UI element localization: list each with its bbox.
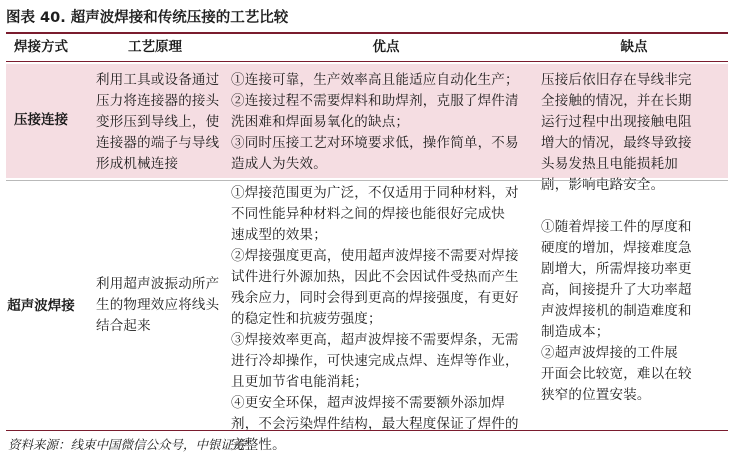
row-cons-crimp: 压接后依旧存在导线非完 全接触的情况，并在长期 运行过程中出现接触电阻 增大的情况，最终导致接 头易发热且电能损耗加 剧，影响电路安全。 xyxy=(541,72,692,193)
row-principle-crimp: 利用工具或设备通过 压力将连接器的接头 变形压到导线上，使 连接器的端子与导线 形成机械连接 xyxy=(96,72,220,172)
row-pros-crimp: ①连接可靠，生产效率高且能适应自动化生产； ②连接过程不需要焊料和助焊剂，克服了焊件清 洗困难和焊面易氧化的缺点； ③同时压接工艺对环境要求低，操作简单，不易 造成人为失效。 xyxy=(231,72,519,172)
header-pros: 优点 xyxy=(372,39,400,55)
header-divider xyxy=(6,61,728,62)
row-divider xyxy=(6,180,728,181)
header-principle: 工艺原理 xyxy=(128,39,182,55)
header-method: 焊接方式 xyxy=(14,39,68,55)
row-cons-ultrasonic: ①随着焊接工件的厚度和 硬度的增加，焊接难度急 剧增大，所需焊接功率更 高，间接提升了大功率超 声波焊接机的制造难度和 制造成本； ②超声波焊接的工件展 开面会比较宽，难以在较 狭窄的位置安装。 xyxy=(541,219,692,403)
row-principle-ultrasonic: 利用超声波振动所产 生的物理效应将线头 结合起来 xyxy=(96,276,220,334)
row-method-ultrasonic: 超声波焊接 xyxy=(7,298,75,314)
title-divider xyxy=(6,32,728,34)
row-pros-ultrasonic: ①焊接范围更为广泛，不仅适用于同种材料，对 不同性能异种材料之间的焊接也能很好完成快 速成型的效果； ②焊接强度更高，使用超声波焊接不需要对焊接 试件进行外源加热，因此不会因试件受热而产生 残余应力，同时会得到更高的焊接强度，有更好 的稳定性和抗疲劳强度； ③焊接效率更高，超声波焊接不需要焊条，无需 进行冷却操作，可快速完成点焊、连焊等作业， 且更加节省电能消耗； ④更安全环保，超声波焊接不需要额外添加焊 剂，不会污染焊件结构，最大程度保证了焊件的 完整性。 xyxy=(231,185,519,453)
row-method-crimp: 压接连接 xyxy=(14,112,68,128)
table-header xyxy=(6,36,728,58)
table-bottom-divider xyxy=(6,430,728,431)
source-note: 资料来源：线束中国微信公众号，中银证券 xyxy=(8,437,246,452)
header-cons: 缺点 xyxy=(620,39,648,55)
figure-title: 图表 40. 超声波焊接和传统压接的工艺比较 xyxy=(6,10,289,26)
